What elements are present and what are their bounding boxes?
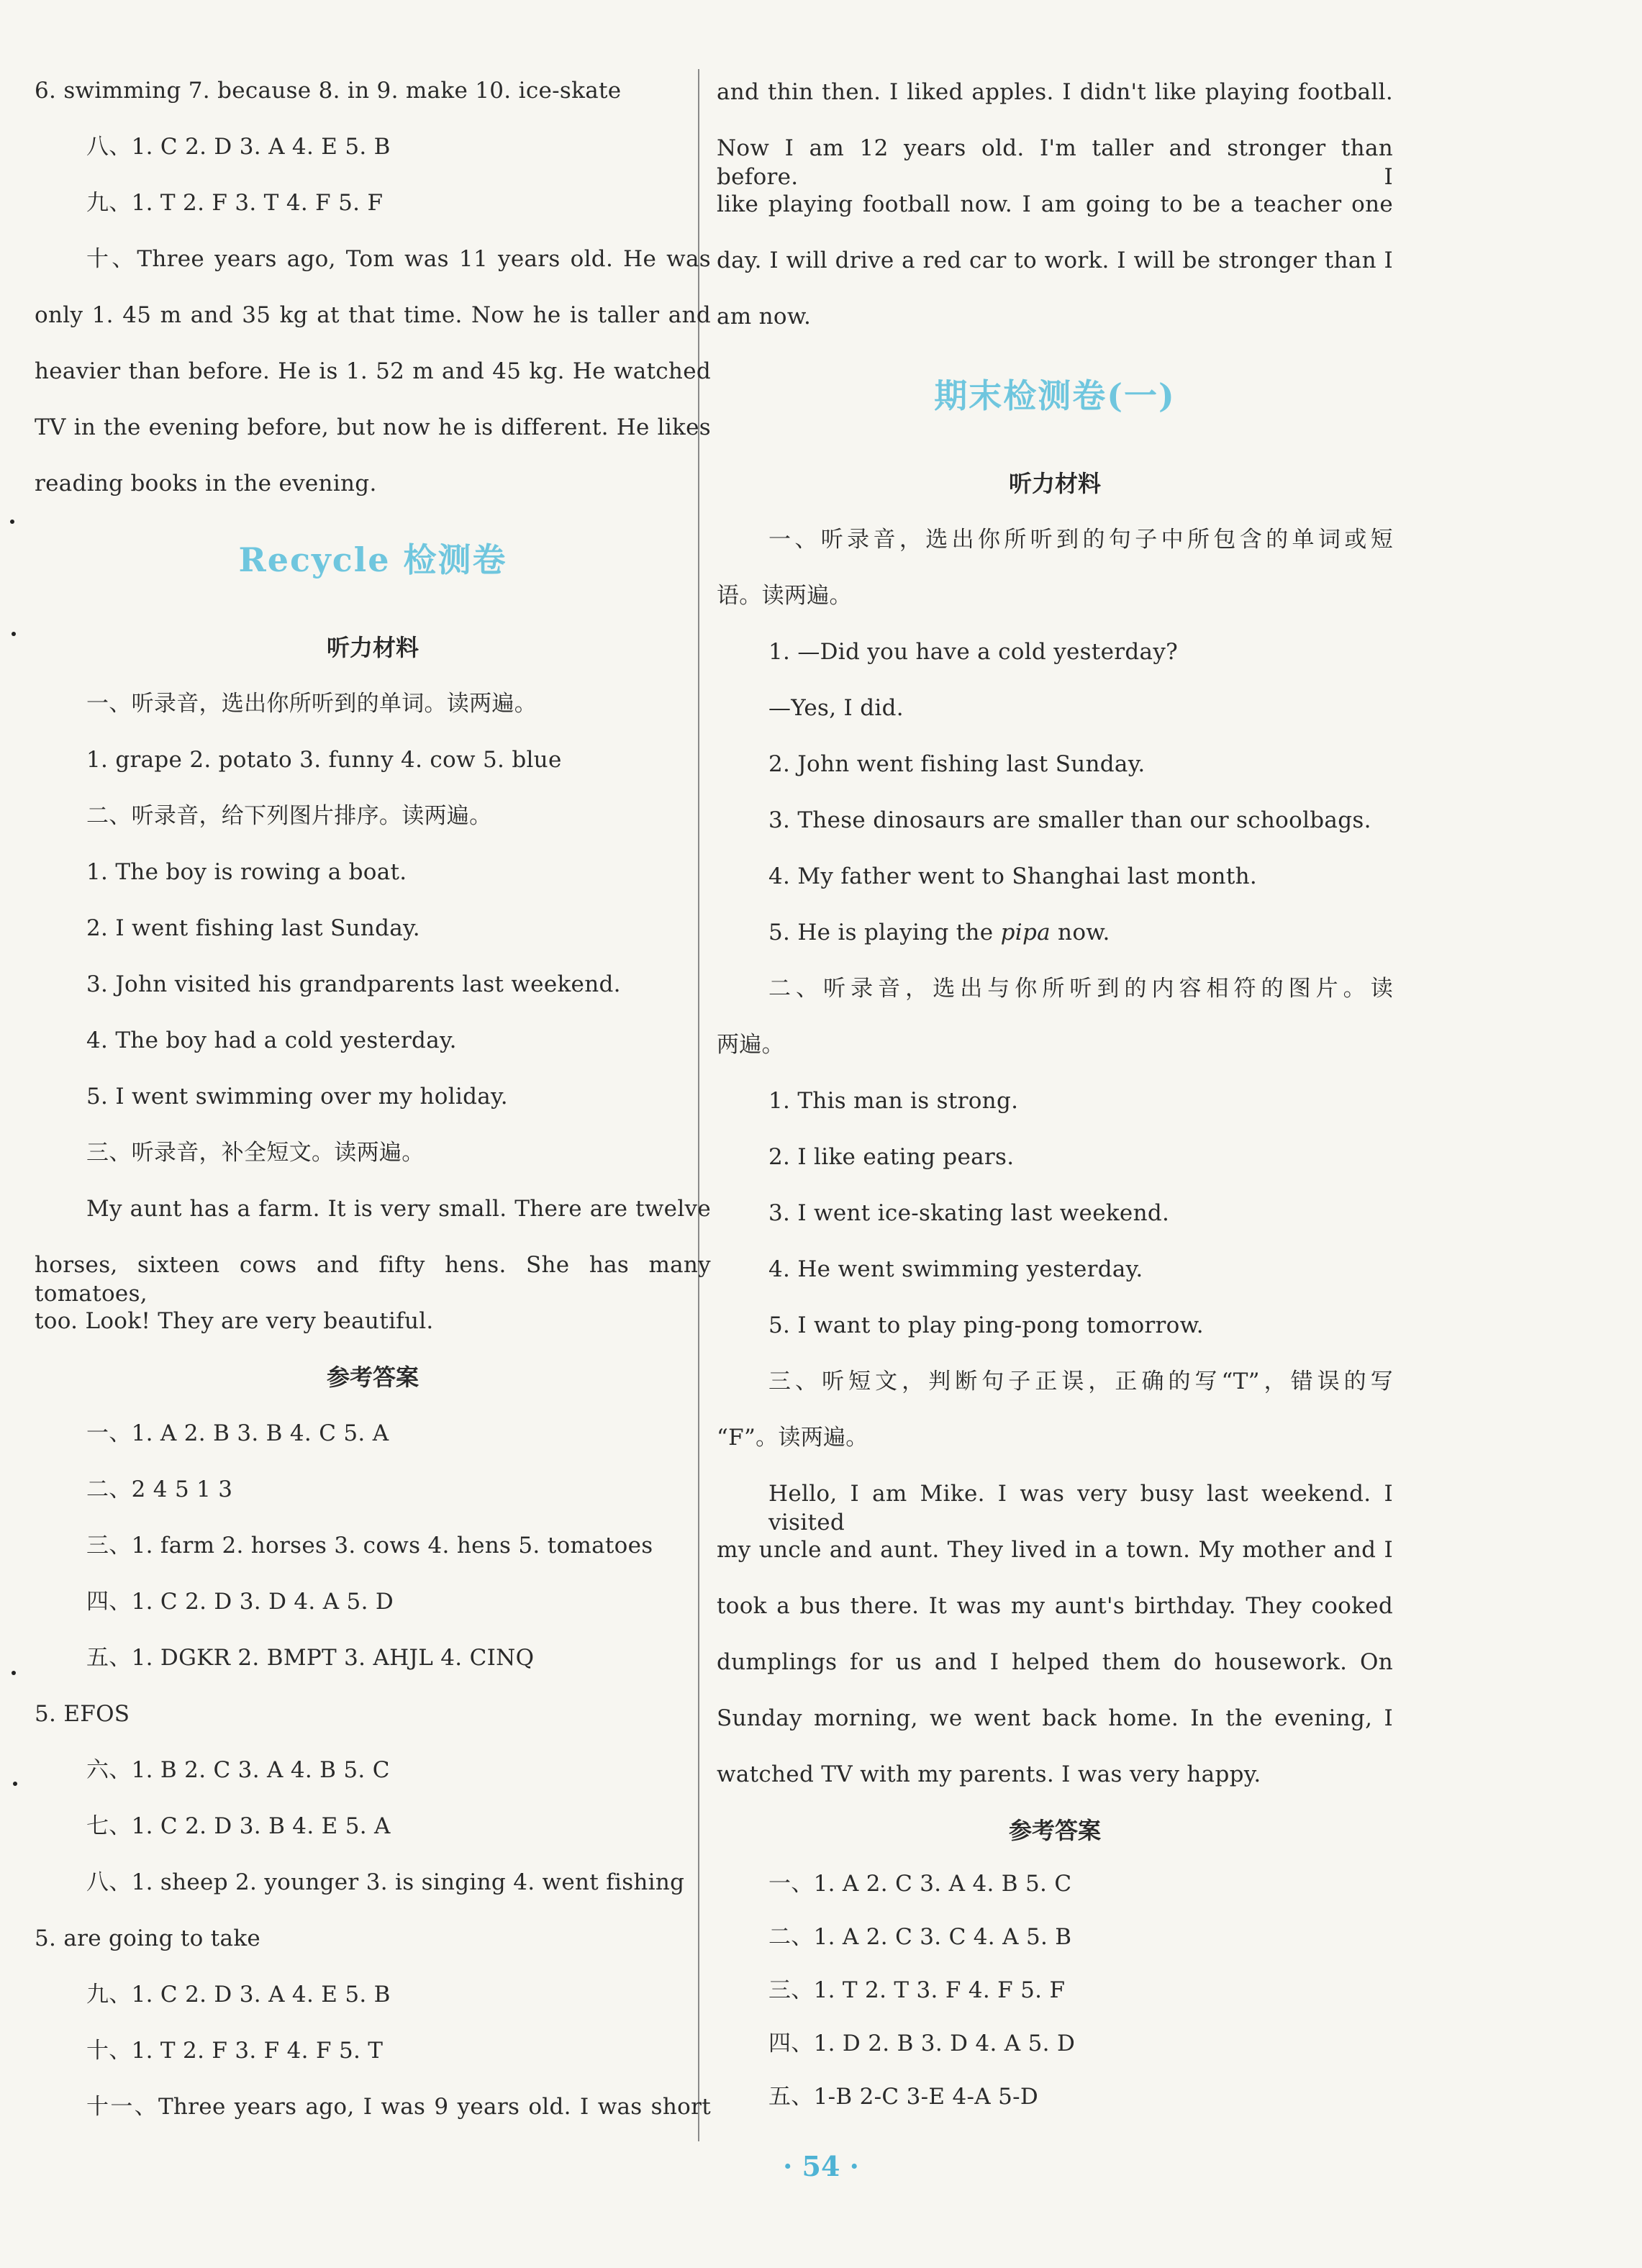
list-item: 3. These dinosaurs are smaller than our schoolbags.: [768, 807, 1371, 833]
paragraph-line: Now I am 12 years old. I'm taller and stronger than before. I: [717, 135, 1393, 190]
list-item: 1. The boy is rowing a boat.: [86, 859, 407, 885]
answers-heading: 参考答案: [326, 1364, 419, 1391]
paragraph-line: Hello, I am Mike. I was very busy last weekend. I visited: [768, 1481, 1393, 1536]
paragraph-line: TV in the evening before, but now he is different. He likes: [35, 414, 711, 440]
paragraph-line: Sunday morning, we went back home. In the evening, I: [717, 1705, 1393, 1731]
answer-line: 二、2 4 5 1 3: [86, 1477, 233, 1502]
scan-mark: [12, 1671, 16, 1675]
answer-line: 四、1. C 2. D 3. D 4. A 5. D: [86, 1589, 394, 1615]
answer-line: 一、1. A 2. C 3. A 4. B 5. C: [768, 1871, 1072, 1897]
list-item: 1. This man is strong.: [768, 1088, 1019, 1114]
question-items: 1. grape 2. potato 3. funny 4. cow 5. blue: [86, 747, 562, 773]
list-item: 3. I went ice-skating last weekend.: [768, 1200, 1170, 1226]
list-item-text: 5. He is playing the: [768, 920, 1001, 945]
answer-line: 九、1. T 2. F 3. T 4. F 5. F: [86, 190, 384, 216]
question-heading: 一、听录音，选出你所听到的句子中所包含的单词或短: [768, 527, 1393, 553]
paragraph-line: heavier than before. He is 1. 52 m and 45 kg. He watched: [35, 358, 711, 384]
paragraph-line: My aunt has a farm. It is very small. There are twelve: [86, 1196, 711, 1222]
answer-line: 五、1. DGKR 2. BMPT 3. AHJL 4. CINQ: [86, 1645, 535, 1671]
list-item: —Yes, I did.: [768, 695, 904, 721]
paragraph-line: day. I will drive a red car to work. I will be stronger than I: [717, 248, 1393, 273]
answer-line: 一、1. A 2. B 3. B 4. C 5. A: [86, 1420, 389, 1446]
section-title-final: 期末检测卷(一): [934, 376, 1176, 415]
italic-word: pipa: [1000, 920, 1051, 945]
scan-mark: [13, 1782, 17, 1786]
paragraph-line: 十、Three years ago, Tom was 11 years old. He was: [86, 246, 711, 272]
paragraph-line: dumplings for us and I helped them do housework. On: [717, 1649, 1393, 1675]
answer-line: 七、1. C 2. D 3. B 4. E 5. A: [86, 1813, 391, 1839]
paragraph-line: watched TV with my parents. I was very happy.: [717, 1761, 1261, 1787]
page-number: · 54 ·: [783, 2150, 859, 2182]
answer-line: 二、1. A 2. C 3. C 4. A 5. B: [768, 1924, 1072, 1950]
paragraph-line: too. Look! They are very beautiful.: [35, 1308, 434, 1334]
scan-mark: [12, 632, 16, 636]
question-heading: 二、听录音，选出与你所听到的内容相符的图片。读: [768, 976, 1393, 1002]
question-heading: 三、听录音，补全短文。读两遍。: [86, 1140, 425, 1166]
answer-line: 四、1. D 2. B 3. D 4. A 5. D: [768, 2031, 1076, 2056]
list-item: 2. John went fishing last Sunday.: [768, 751, 1146, 777]
paragraph-line: and thin then. I liked apples. I didn't like playing football.: [717, 79, 1393, 105]
question-heading: “F”。读两遍。: [717, 1425, 868, 1451]
list-item: 2. I went fishing last Sunday.: [86, 915, 420, 941]
list-item: 4. He went swimming yesterday.: [768, 1256, 1143, 1282]
list-item: 1. —Did you have a cold yesterday?: [768, 639, 1179, 665]
question-heading: 三、听短文，判断句子正误，正确的写“T”，错误的写: [768, 1369, 1393, 1394]
list-item: 2. I like eating pears.: [768, 1144, 1015, 1170]
paragraph-line: reading books in the evening.: [35, 471, 377, 496]
paragraph-line: 十一、Three years ago, I was 9 years old. I was short: [86, 2094, 711, 2120]
answer-line: 5. EFOS: [35, 1701, 130, 1727]
answer-line: 十、1. T 2. F 3. F 4. F 5. T: [86, 2038, 384, 2064]
list-item: 4. My father went to Shanghai last month.: [768, 863, 1257, 889]
list-item: [768, 918, 1393, 947]
paragraph-line: like playing football now. I am going to be a teacher one: [717, 191, 1393, 217]
list-item: 5. I went swimming over my holiday.: [86, 1084, 508, 1110]
answer-line: 三、1. farm 2. horses 3. cows 4. hens 5. tomatoes: [86, 1533, 653, 1559]
answer-line: 5. are going to take: [35, 1925, 261, 1951]
listening-heading: 听力材料: [326, 634, 419, 661]
list-item: 3. John visited his grandparents last weekend.: [86, 971, 621, 997]
paragraph-line: my uncle and aunt. They lived in a town. My mother and I: [717, 1537, 1393, 1563]
paragraph-line: horses, sixteen cows and fifty hens. She has many tomatoes,: [35, 1252, 711, 1307]
question-heading: 两遍。: [717, 1032, 784, 1058]
paragraph-line: took a bus there. It was my aunt's birthday. They cooked: [717, 1593, 1393, 1619]
question-heading: 二、听录音，给下列图片排序。读两遍。: [86, 803, 492, 829]
scan-mark: [10, 520, 14, 524]
section-title-recycle: Recycle 检测卷: [238, 540, 507, 579]
paragraph-line: only 1. 45 m and 35 kg at that time. Now he is taller and: [35, 302, 711, 328]
listening-heading: 听力材料: [1008, 470, 1101, 497]
answer-line: 八、1. sheep 2. younger 3. is singing 4. went fishing: [86, 1869, 685, 1895]
list-item: 5. I want to play ping-pong tomorrow.: [768, 1312, 1204, 1338]
paragraph-line: am now.: [717, 304, 812, 330]
answer-line: 八、1. C 2. D 3. A 4. E 5. B: [86, 134, 391, 160]
answer-line: 六、1. B 2. C 3. A 4. B 5. C: [86, 1757, 390, 1783]
list-item: 4. The boy had a cold yesterday.: [86, 1028, 457, 1053]
answer-line: 三、1. T 2. T 3. F 4. F 5. F: [768, 1977, 1066, 2003]
answer-line: 6. swimming 7. because 8. in 9. make 10. ice-skate: [35, 78, 622, 104]
question-heading: 语。读两遍。: [717, 583, 852, 609]
list-item-text: now.: [1050, 920, 1110, 945]
answer-line: 九、1. C 2. D 3. A 4. E 5. B: [86, 1982, 391, 2008]
answers-heading: 参考答案: [1008, 1817, 1101, 1844]
answer-line: 五、1-B 2-C 3-E 4-A 5-D: [768, 2084, 1039, 2110]
question-heading: 一、听录音，选出你所听到的单词。读两遍。: [86, 691, 537, 717]
